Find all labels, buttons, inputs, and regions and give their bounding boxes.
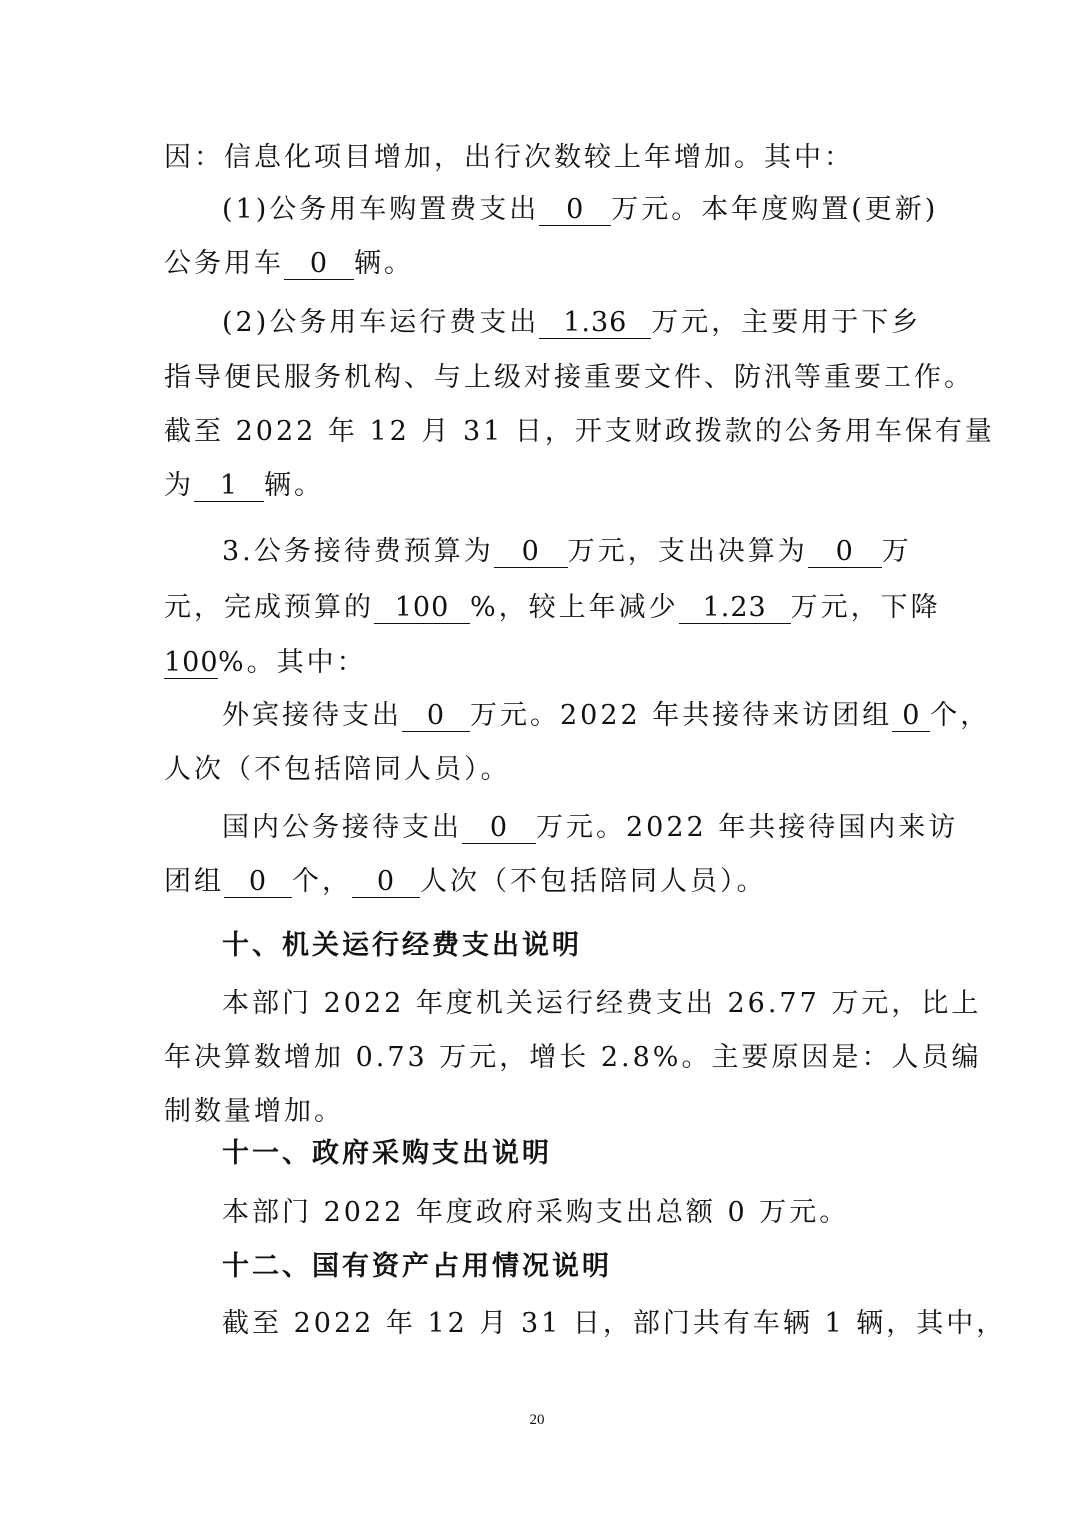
text-run: 万元，下降 (790, 592, 941, 623)
paragraph-line: 本部门 2022 年度政府采购支出总额 0 万元。 (222, 1197, 850, 1228)
filled-blank: 0 (892, 701, 930, 732)
section-heading: 十、机关运行经费支出说明 (222, 930, 582, 961)
text-run: 万 (881, 536, 912, 567)
paragraph-line (222, 810, 959, 846)
paragraph-line: 制数量增加。 (164, 1096, 344, 1127)
paragraph-line (164, 645, 912, 681)
paragraph-line (164, 468, 912, 504)
text-run: 元，完成预算的 (164, 592, 374, 623)
paragraph-line: 截至 2022 年 12 月 31 日，开支财政拨款的公务用车保有量 (164, 416, 995, 447)
paragraph-line (222, 534, 912, 570)
text-run: 万元，主要用于下乡 (651, 307, 922, 338)
filled-blank: 0 (284, 249, 354, 280)
text-run: (2)公务用车运行费支出 (222, 307, 540, 338)
filled-blank: 0 (494, 537, 568, 568)
filled-blank: 100 (374, 593, 470, 624)
text-run: 万元。2022 年共接待国内来访 (536, 812, 959, 843)
text-run: 个， (930, 700, 991, 731)
text-run: 辆。 (264, 470, 324, 501)
filled-blank: 0 (352, 867, 420, 898)
text-run: 万元。本年度购置(更新) (611, 194, 939, 225)
section-heading: 十一、政府采购支出说明 (222, 1138, 552, 1169)
paragraph-line: 指导便民服务机构、与上级对接重要文件、防汛等重要工作。 (164, 362, 974, 393)
filled-blank: 1.23 (679, 593, 791, 624)
text-run: 公务用车 (164, 248, 284, 279)
text-run: 万元。2022 年共接待来访团组 (470, 700, 893, 731)
paragraph-line: 年决算数增加 0.73 万元，增长 2.8%。主要原因是：人员编 (164, 1042, 982, 1073)
filled-blank: 100 (164, 647, 219, 678)
filled-blank: 0 (462, 813, 536, 844)
text-run: 个， (292, 866, 352, 897)
filled-blank: 1.36 (539, 308, 651, 339)
page-number: 20 (529, 1412, 545, 1428)
text-run: 辆。 (354, 248, 414, 279)
text-run: 3.公务接待费预算为 (222, 536, 494, 567)
filled-blank: 0 (402, 701, 470, 732)
filled-blank: 0 (224, 867, 292, 898)
paragraph-line (222, 698, 991, 734)
text-run: %。其中： (218, 647, 367, 678)
paragraph-line: 截至 2022 年 12 月 31 日，部门共有车辆 1 辆，其中， (222, 1308, 1007, 1339)
filled-blank: 0 (539, 195, 611, 226)
paragraph-line (222, 305, 922, 341)
text-run: 外宾接待支出 (222, 700, 402, 731)
paragraph-line (164, 590, 941, 626)
filled-blank: 1 (194, 471, 264, 502)
text-run: 国内公务接待支出 (222, 812, 462, 843)
text-run: 团组 (164, 866, 224, 897)
text-run: (1)公务用车购置费支出 (222, 194, 540, 225)
text-run: 为 (164, 470, 194, 501)
paragraph-line: 人次（不包括陪同人员）。 (164, 754, 511, 785)
paragraph-line (164, 246, 912, 282)
paragraph-line (164, 864, 912, 900)
paragraph-line (222, 192, 939, 228)
text-run: %，较上年减少 (470, 592, 679, 623)
paragraph-line: 本部门 2022 年度机关运行经费支出 26.77 万元，比上 (222, 988, 982, 1019)
paragraph-line: 因：信息化项目增加，出行次数较上年增加。其中： (164, 142, 854, 173)
text-run: 万元，支出决算为 (567, 536, 808, 567)
filled-blank: 0 (808, 537, 882, 568)
text-run: 人次（不包括陪同人员）。 (420, 866, 767, 897)
section-heading: 十二、国有资产占用情况说明 (222, 1251, 612, 1282)
